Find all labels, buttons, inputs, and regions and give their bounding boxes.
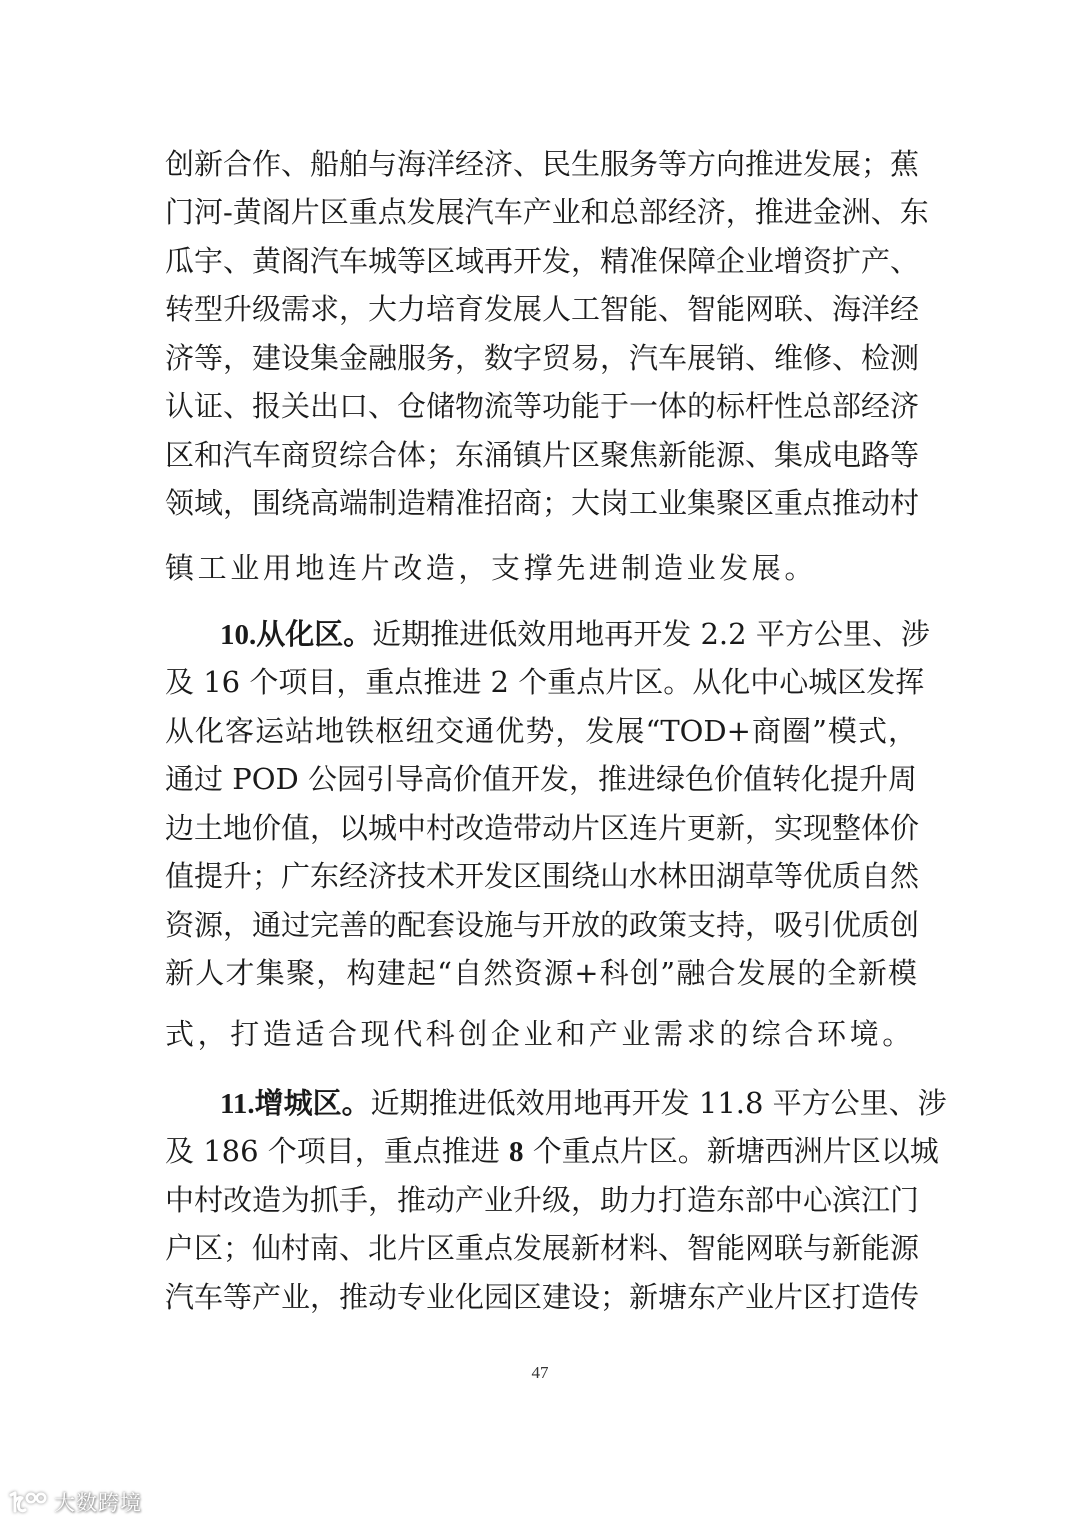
- text-line: 区和汽车商贸综合体；东涌镇片区聚焦新能源、集成电路等: [165, 438, 920, 472]
- text-line: 值提升；广东经济技术开发区围绕山水林田湖草等优质自然: [165, 859, 920, 893]
- text-line: 汽车等产业，推动专业化园区建设；新塘东产业片区打造传: [165, 1280, 920, 1314]
- text-line: 从化客运站地铁枢纽交通优势，发展“TOD+商圈”模式，: [165, 714, 917, 748]
- text-line: 新人才集聚，构建起“自然资源+科创”融合发展的全新模: [165, 956, 917, 990]
- text-line: [165, 1131, 939, 1171]
- text-run: 近期推进低效用地再开发 2.2 平方公里、涉: [372, 617, 930, 651]
- text-line: 创新合作、船舶与海洋经济、民生服务等方向推进发展；蕉: [165, 147, 920, 181]
- section-heading-line: [220, 614, 930, 654]
- text-run: 近期推进低效用地再开发 11.8 平方公里、涉: [370, 1086, 947, 1120]
- text-line: 济等，建设集金融服务，数字贸易，汽车展销、维修、检测: [165, 341, 920, 375]
- text-line: 中村改造为抓手，推动产业升级，助力打造东部中心滨江门: [165, 1183, 920, 1217]
- bold-number: 8: [509, 1136, 524, 1168]
- page-number: 47: [531, 1363, 549, 1382]
- text-line: 转型升级需求，大力培育发展人工智能、智能网联、海洋经: [165, 292, 920, 326]
- text-run: 个重点片区。新塘西洲片区以城: [523, 1134, 939, 1168]
- section-heading-zengcheng: 11.增城区。: [220, 1088, 371, 1120]
- text-line: 通过 POD 公园引导高价值开发，推进绿色价值转化提升周: [165, 762, 917, 796]
- text-line: 边土地价值，以城中村改造带动片区连片更新，实现整体价: [165, 811, 920, 845]
- dashujiajing-logo-icon: [8, 1489, 50, 1515]
- watermark: [8, 1487, 142, 1517]
- text-line: 及 16 个项目，重点推进 2 个重点片区。从化中心城区发挥: [165, 665, 925, 699]
- text-line: 式，打造适合现代科创企业和产业需求的综合环境。: [165, 1017, 915, 1051]
- text-line: 门河-黄阁片区重点发展汽车产业和总部经济，推进金洲、东: [165, 195, 929, 229]
- section-heading-line: [220, 1083, 947, 1123]
- text-run: 及 186 个项目，重点推进: [165, 1134, 510, 1168]
- text-line: 瓜宇、黄阁汽车城等区域再开发，精准保障企业增资扩产、: [165, 244, 920, 278]
- text-line: 资源，通过完善的配套设施与开放的政策支持，吸引优质创: [165, 908, 920, 942]
- watermark-text: 大数跨境: [54, 1491, 142, 1515]
- section-heading-conghua: 10.从化区。: [220, 619, 373, 651]
- text-line: 认证、报关出口、仓储物流等功能于一体的标杆性总部经济: [165, 389, 920, 423]
- text-line: 户区；仙村南、北片区重点发展新材料、智能网联与新能源: [165, 1231, 920, 1265]
- text-line: 领域，围绕高端制造精准招商；大岗工业集聚区重点推动村: [165, 486, 920, 520]
- text-line: 镇工业用地连片改造，支撑先进制造业发展。: [165, 551, 818, 585]
